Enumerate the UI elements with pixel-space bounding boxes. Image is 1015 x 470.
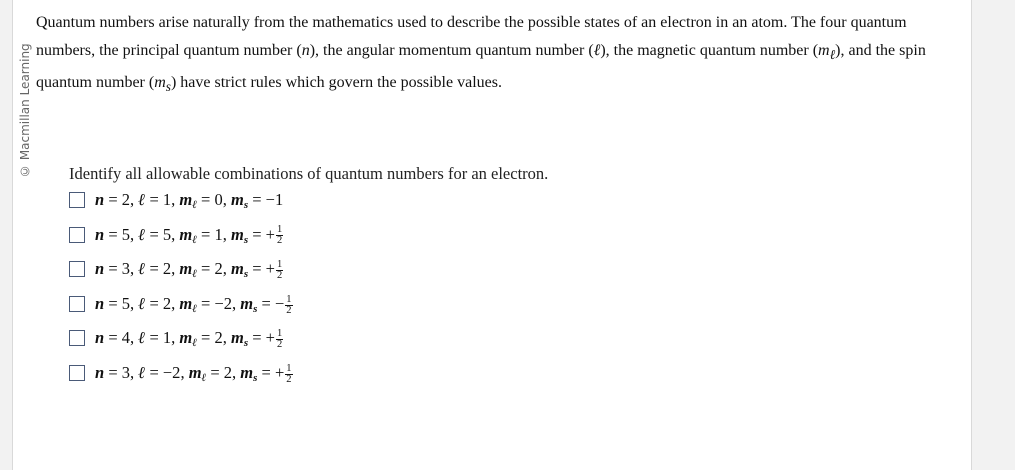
ms-symbol: m: [230, 190, 244, 209]
ms-fraction: [276, 260, 283, 281]
equals: =: [196, 224, 215, 244]
answer-options: [69, 190, 569, 398]
equals: =: [104, 293, 122, 313]
ms-value: −1: [265, 190, 284, 209]
equals: =: [145, 224, 163, 244]
n-symbol: n: [95, 362, 105, 382]
answer-checkbox[interactable]: [69, 261, 85, 277]
l-value: 2: [162, 293, 172, 313]
separator: ,: [130, 224, 139, 244]
answer-option[interactable]: [69, 259, 569, 294]
ml-symbol: m: [179, 190, 193, 209]
quantum-combination: [95, 190, 283, 215]
fraction-numerator: 1: [286, 293, 292, 305]
separator: ,: [171, 224, 180, 244]
quantum-combination: [95, 328, 283, 353]
fraction-denominator: 2: [286, 373, 292, 385]
quantum-combination: [95, 294, 293, 319]
n-symbol: n: [95, 328, 105, 348]
separator: ,: [180, 362, 189, 382]
n-symbol: n: [95, 190, 105, 209]
ms-value: −: [274, 293, 285, 313]
ml-value: 2: [214, 259, 223, 279]
fraction-numerator: 1: [286, 362, 292, 374]
separator: ,: [130, 293, 139, 313]
equals: =: [145, 259, 163, 279]
separator: ,: [130, 190, 139, 209]
intro-text-3: ), the magnetic quantum number (: [600, 42, 819, 59]
l-value: 2: [162, 259, 172, 279]
equals: =: [196, 190, 215, 209]
l-value: −2: [162, 362, 181, 382]
ms-symbol: m: [240, 362, 254, 382]
answer-checkbox[interactable]: [69, 330, 85, 346]
intro-ml-sub: ℓ: [829, 47, 836, 63]
ml-subscript: ℓ: [201, 371, 207, 384]
equals: =: [248, 328, 266, 348]
intro-text-1: Quantum numbers arise naturally from the mathematics used to describe the possible states of an electron in an atom. The four quantum numbers, the principal quantum number (: [36, 14, 907, 59]
separator: ,: [222, 328, 231, 348]
ms-value: +: [274, 362, 285, 382]
answer-checkbox[interactable]: [69, 365, 85, 381]
equals: =: [196, 259, 215, 279]
fraction-denominator: 2: [276, 235, 283, 247]
n-value: 4: [121, 328, 130, 348]
fraction-numerator: 1: [276, 328, 283, 340]
answer-checkbox[interactable]: [69, 192, 85, 208]
separator: ,: [222, 224, 231, 244]
equals: =: [248, 224, 266, 244]
ml-subscript: ℓ: [192, 337, 197, 350]
fraction-denominator: 2: [286, 304, 292, 316]
ms-symbol: m: [230, 328, 244, 348]
separator: ,: [232, 362, 241, 382]
fraction-denominator: 2: [276, 269, 283, 281]
equals: =: [257, 293, 275, 313]
ms-subscript: s: [243, 199, 249, 211]
n-value: 2: [121, 190, 130, 209]
answer-option[interactable]: [69, 363, 569, 398]
quantum-combination: [95, 363, 293, 388]
equals: =: [145, 362, 163, 382]
intro-paragraph: [36, 9, 956, 101]
equals: =: [104, 259, 122, 279]
equals: =: [196, 328, 215, 348]
question-prompt: Identify all allowable combinations of quantum numbers for an electron.: [69, 164, 549, 183]
intro-ms-sub: s: [165, 79, 171, 95]
intro-text-4: ), and the spin quantum number (: [36, 42, 926, 92]
intro-text-5: ) have strict rules which govern the possible values.: [170, 74, 502, 92]
l-value: 1: [162, 328, 172, 348]
separator: ,: [130, 328, 139, 348]
equals: =: [196, 293, 215, 313]
l-symbol: ℓ: [138, 328, 146, 348]
fraction-numerator: 1: [276, 258, 283, 270]
ms-symbol: m: [230, 224, 244, 244]
ms-subscript: s: [253, 371, 258, 384]
separator: ,: [222, 259, 231, 279]
intro-text-2: ), the angular momentum quantum number (: [309, 42, 594, 59]
ms-subscript: s: [253, 302, 258, 315]
intro-ml-symbol: m: [818, 42, 830, 59]
separator: ,: [171, 190, 180, 209]
ml-symbol: m: [179, 224, 193, 244]
l-symbol: ℓ: [138, 259, 146, 279]
answer-option[interactable]: [69, 225, 569, 260]
intro-ms-symbol: m: [154, 74, 166, 92]
n-value: 5: [121, 293, 130, 313]
intro-n-symbol: n: [301, 42, 310, 59]
separator: ,: [171, 259, 180, 279]
n-value: 5: [121, 224, 130, 244]
ms-subscript: s: [243, 268, 249, 281]
ms-fraction: [285, 364, 292, 385]
ms-value: +: [265, 259, 275, 279]
copyright-label: © Macmillan Learning: [18, 43, 32, 178]
equals: =: [145, 190, 163, 209]
separator: ,: [130, 362, 139, 382]
n-symbol: n: [95, 224, 105, 244]
ms-subscript: s: [243, 337, 249, 350]
ml-value: 1: [214, 224, 223, 244]
n-value: 3: [121, 362, 130, 382]
ms-fraction: [285, 295, 292, 316]
answer-option[interactable]: [69, 294, 569, 329]
ml-value: 2: [214, 328, 223, 348]
ms-fraction: [276, 225, 283, 246]
ml-subscript: ℓ: [192, 302, 197, 315]
ms-fraction: [276, 329, 283, 350]
separator: ,: [130, 259, 139, 279]
l-value: 5: [162, 224, 172, 244]
ml-symbol: m: [179, 328, 193, 348]
equals: =: [104, 190, 122, 209]
separator: ,: [171, 293, 180, 313]
separator: ,: [222, 190, 231, 209]
ml-value: 2: [223, 362, 233, 382]
answer-checkbox[interactable]: [69, 227, 85, 243]
answer-option[interactable]: [69, 328, 569, 363]
ml-symbol: m: [179, 293, 193, 313]
ml-value: 0: [214, 190, 223, 209]
ms-value: +: [265, 328, 275, 348]
n-symbol: n: [95, 293, 105, 313]
l-symbol: ℓ: [138, 224, 146, 244]
answer-checkbox[interactable]: [69, 296, 85, 312]
n-value: 3: [121, 259, 130, 279]
equals: =: [104, 362, 122, 382]
equals: =: [206, 362, 224, 382]
n-symbol: n: [95, 259, 105, 279]
separator: ,: [171, 328, 180, 348]
ms-value: +: [265, 224, 275, 244]
fraction-numerator: 1: [276, 224, 283, 236]
quantum-combination: [95, 225, 283, 250]
equals: =: [104, 328, 122, 348]
equals: =: [248, 190, 266, 209]
equals: =: [257, 362, 275, 382]
question-card: [12, 0, 972, 470]
l-symbol: ℓ: [138, 293, 146, 313]
ms-symbol: m: [230, 259, 244, 279]
ml-symbol: m: [179, 259, 193, 279]
l-value: 1: [162, 190, 172, 209]
equals: =: [248, 259, 266, 279]
l-symbol: ℓ: [138, 190, 146, 209]
equals: =: [145, 328, 163, 348]
ms-subscript: s: [243, 233, 249, 246]
separator: ,: [232, 293, 241, 313]
ml-value: −2: [214, 293, 233, 313]
ms-symbol: m: [240, 293, 254, 313]
intro-l-symbol: ℓ: [593, 42, 601, 59]
l-symbol: ℓ: [138, 362, 146, 382]
ml-subscript: ℓ: [192, 268, 197, 281]
quantum-combination: [95, 259, 283, 284]
ml-symbol: m: [188, 362, 202, 382]
fraction-denominator: 2: [276, 339, 283, 351]
equals: =: [104, 224, 122, 244]
ml-subscript: ℓ: [192, 199, 197, 211]
ml-subscript: ℓ: [192, 233, 197, 246]
answer-option[interactable]: [69, 190, 569, 225]
equals: =: [145, 293, 163, 313]
